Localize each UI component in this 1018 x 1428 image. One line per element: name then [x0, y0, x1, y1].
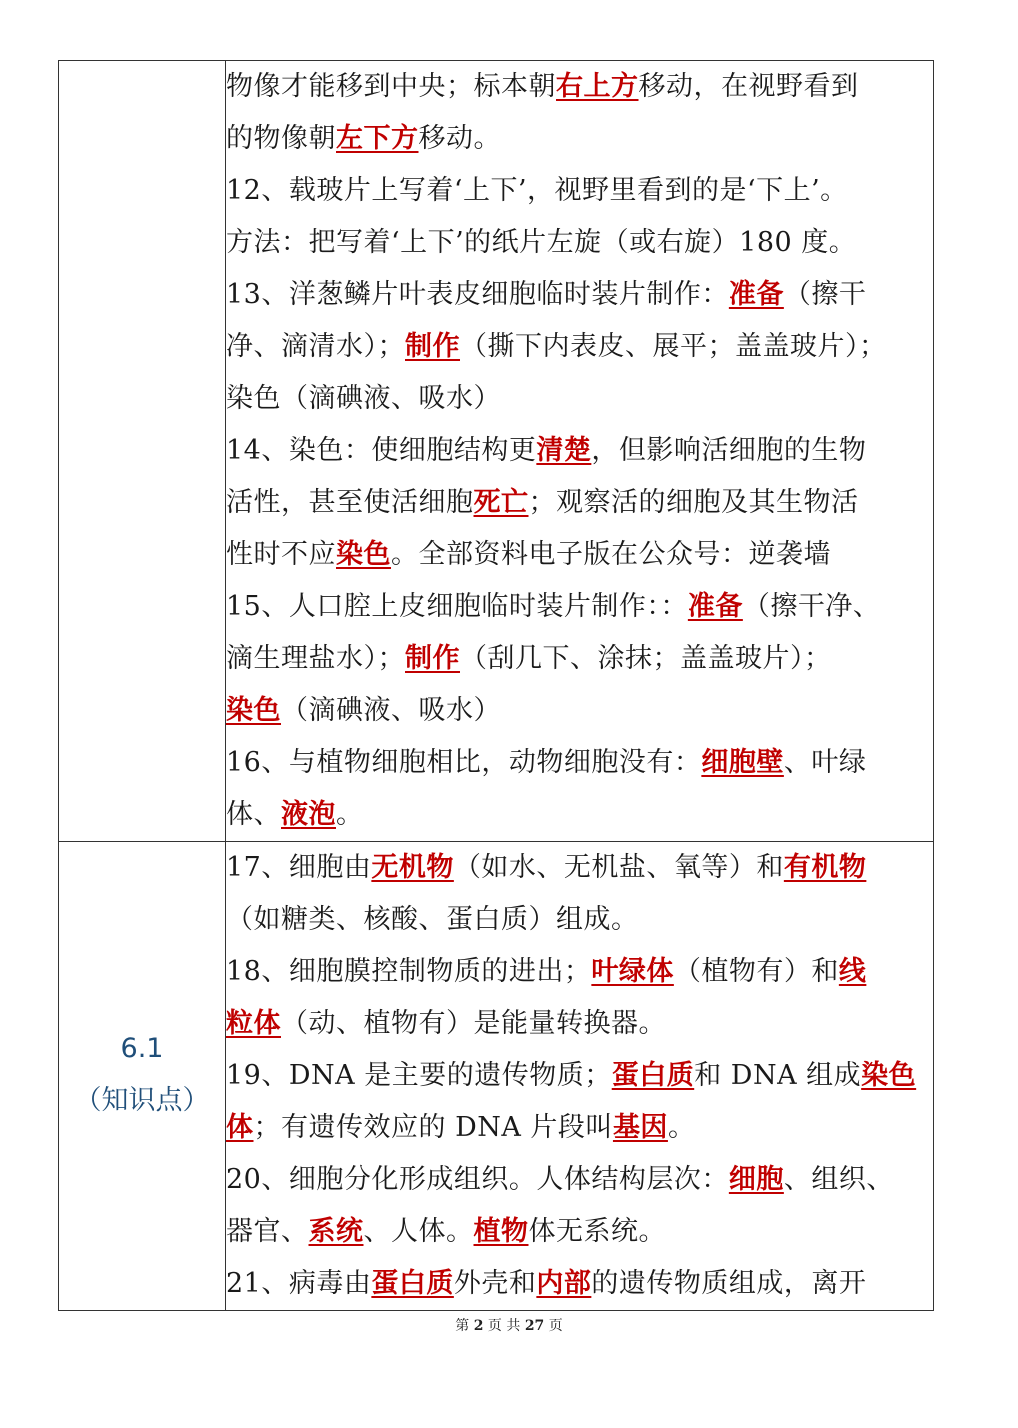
text-segment: 13、洋葱鳞片叶表皮细胞临时装片制作：: [226, 279, 729, 310]
text-line: [226, 113, 933, 165]
keyword-highlight: 清楚: [536, 435, 592, 466]
text-line: [226, 1050, 933, 1102]
content-lines: [226, 842, 933, 1310]
keyword-highlight: 细胞: [728, 1164, 784, 1195]
text-line: [226, 425, 933, 477]
footer-suffix: 页: [548, 1318, 563, 1334]
keyword-highlight: 体: [226, 1112, 254, 1143]
keyword-highlight: 染色: [336, 539, 391, 570]
text-segment: 物像才能移到中央；标本朝: [226, 71, 556, 102]
text-segment: 16、与植物细胞相比，动物细胞没有：: [226, 747, 702, 778]
text-segment: 的物像朝: [226, 123, 336, 154]
text-segment: 。: [667, 1112, 696, 1143]
text-segment: 。全部资料电子版在公众号：逆袭墙: [391, 539, 831, 570]
text-segment: 体、: [226, 799, 281, 830]
text-segment: 的遗传物质组成，离开: [591, 1268, 867, 1299]
keyword-highlight: 准备: [728, 279, 784, 310]
text-line: [226, 789, 933, 841]
keyword-highlight: 系统: [308, 1216, 364, 1247]
content-cell: [226, 842, 934, 1311]
text-line: [226, 1154, 933, 1206]
knowledge-table: [58, 60, 934, 1311]
text-segment: 19、DNA 是主要的遗传物质；: [226, 1060, 612, 1091]
text-segment: 。: [336, 799, 364, 830]
text-segment: 14、染色：使细胞结构更: [226, 435, 537, 466]
text-line: [226, 1102, 933, 1154]
text-line: [226, 61, 933, 113]
text-segment: （撕下内表皮、展平；盖盖玻片）；: [460, 331, 887, 362]
table-row: [59, 61, 934, 842]
text-segment: 活性，甚至使活细胞: [226, 487, 474, 518]
text-segment: 性时不应: [226, 539, 336, 570]
text-segment: 滴生理盐水）；: [226, 643, 405, 674]
text-segment: ，但影响活细胞的生物: [591, 435, 867, 466]
text-segment: 12、载玻片上写着‘上下’，视野里看到的是‘下上’。: [226, 175, 848, 206]
content-cell: [226, 61, 934, 842]
text-line: [226, 633, 933, 685]
text-line: [226, 1258, 933, 1310]
keyword-highlight: 叶绿体: [591, 956, 674, 987]
text-segment: 移动。: [418, 123, 501, 154]
text-segment: 18、细胞膜控制物质的进出；: [226, 956, 592, 987]
text-segment: ；观察活的细胞及其生物活: [528, 487, 859, 518]
text-segment: （滴碘液、吸水）: [281, 695, 501, 726]
text-segment: 17、细胞由: [226, 852, 372, 883]
text-segment: 净、滴清水）；: [226, 331, 405, 362]
keyword-highlight: 线: [838, 956, 867, 987]
text-line: [226, 685, 933, 737]
text-segment: （如水、无机盐、氧等）和: [453, 852, 784, 883]
footer-middle: 页 共: [487, 1318, 521, 1334]
keyword-highlight: 染色: [226, 695, 281, 726]
keyword-highlight: 基因: [612, 1112, 668, 1143]
keyword-highlight: 有机物: [783, 852, 867, 883]
keyword-highlight: 液泡: [281, 799, 336, 830]
text-segment: （擦干: [783, 279, 867, 310]
text-line: [226, 165, 933, 217]
keyword-highlight: 蛋白质: [611, 1060, 695, 1091]
text-segment: （如糖类、核酸、蛋白质）组成。: [226, 904, 639, 935]
text-segment: 外壳和: [453, 1268, 537, 1299]
text-segment: 、组织、: [783, 1164, 894, 1195]
table-row: [59, 842, 934, 1311]
keyword-highlight: 左下方: [336, 123, 419, 154]
text-line: [226, 946, 933, 998]
text-segment: 移动，在视野看到: [638, 71, 859, 102]
text-segment: 和 DNA 组成: [694, 1060, 862, 1091]
section-name: （知识点）: [74, 1085, 210, 1116]
text-line: [226, 529, 933, 581]
footer-total-pages: 27: [524, 1318, 545, 1334]
text-line: [226, 581, 933, 633]
keyword-highlight: 制作: [405, 643, 460, 674]
text-segment: 、人体。: [363, 1216, 474, 1247]
text-line: [226, 894, 933, 946]
text-line: [226, 1206, 933, 1258]
keyword-highlight: 死亡: [473, 487, 529, 518]
text-segment: 方法：把写着‘上下’的纸片左旋（或右旋）180 度。: [226, 227, 857, 258]
text-line: [226, 477, 933, 529]
keyword-highlight: 蛋白质: [371, 1268, 454, 1299]
keyword-highlight: 粒体: [226, 1008, 281, 1039]
keyword-highlight: 无机物: [371, 852, 454, 883]
keyword-highlight: 染色: [861, 1060, 917, 1091]
text-line: [226, 269, 933, 321]
section-label-cell-empty: [59, 61, 226, 842]
keyword-highlight: 右上方: [556, 71, 639, 102]
text-segment: 体无系统。: [528, 1216, 666, 1247]
keyword-highlight: 准备: [687, 591, 743, 622]
page-footer: [0, 1315, 1018, 1335]
keyword-highlight: 制作: [405, 331, 460, 362]
text-segment: （刮几下、涂抹；盖盖玻片）；: [460, 643, 832, 674]
text-segment: 21、病毒由: [226, 1268, 372, 1299]
section-label-cell: [59, 842, 226, 1311]
text-segment: 染色（滴碘液、吸水）: [226, 383, 501, 414]
text-line: [226, 842, 933, 894]
text-segment: （擦干净、: [742, 591, 881, 622]
text-segment: 20、细胞分化形成组织。人体结构层次：: [226, 1164, 729, 1195]
section-number: 6.1: [120, 1033, 164, 1064]
text-line: [226, 737, 933, 789]
text-line: [226, 217, 933, 269]
text-line: [226, 321, 933, 373]
text-line: [226, 373, 933, 425]
text-segment: 器官、: [226, 1216, 309, 1247]
keyword-highlight: 细胞壁: [701, 747, 784, 778]
text-segment: ；有遗传效应的 DNA 片段叫: [253, 1112, 613, 1143]
content-lines: [226, 61, 933, 841]
text-line: [226, 998, 933, 1050]
footer-current-page: 2: [473, 1318, 484, 1334]
footer-prefix: 第: [455, 1318, 470, 1334]
text-segment: （动、植物有）是能量转换器。: [281, 1008, 666, 1039]
text-segment: （植物有）和: [673, 956, 839, 987]
text-segment: 15、人口腔上皮细胞临时装片制作：：: [226, 591, 688, 622]
keyword-highlight: 植物: [473, 1216, 529, 1247]
keyword-highlight: 内部: [536, 1268, 592, 1299]
text-segment: 、叶绿: [783, 747, 867, 778]
